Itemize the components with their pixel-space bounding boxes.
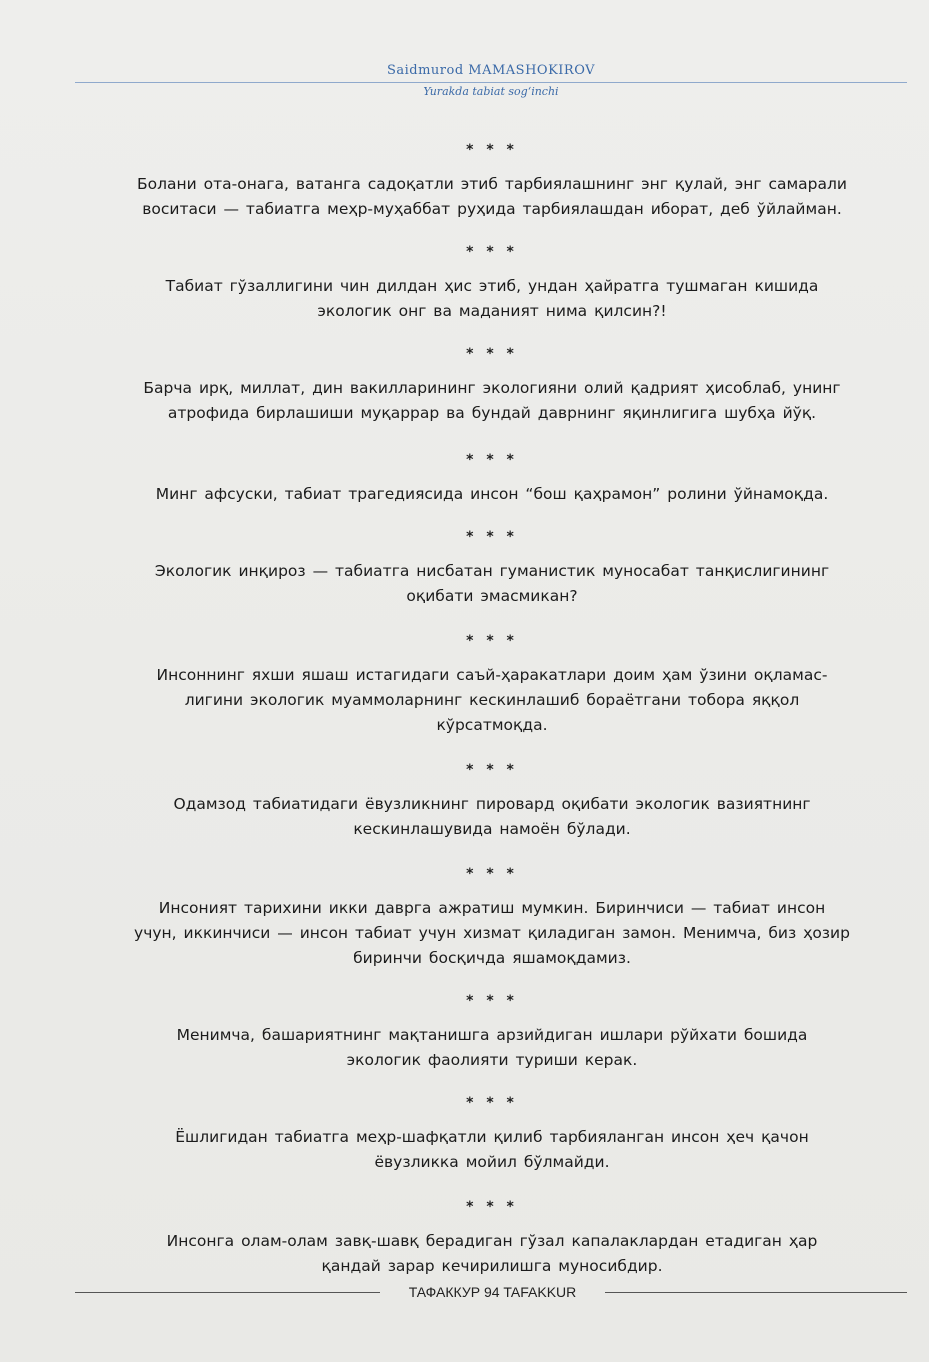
section-separator: * * * bbox=[466, 993, 518, 1009]
aphorism-paragraph bbox=[118, 1125, 866, 1175]
section-separator: * * * bbox=[466, 452, 518, 468]
running-header bbox=[75, 62, 907, 98]
aphorism-paragraph bbox=[118, 1023, 866, 1073]
section-separator: * * * bbox=[466, 866, 518, 882]
aphorism-line: Табиат гўзаллигини чин дилдан ҳис этиб, ундан ҳайратга тушмаган кишида bbox=[165, 277, 819, 295]
aphorism-line: Инсоннинг яхши яшаш истагидаги саъй-ҳаракатлари доим ҳам ўзини оқламас- bbox=[156, 666, 828, 684]
aphorism-line: кескинлашувида намоён бўлади. bbox=[353, 820, 631, 838]
aphorism-paragraph bbox=[118, 896, 866, 971]
header-book-title: Yurakda tabiat sog‘inchi bbox=[423, 85, 559, 98]
aphorism-line: Инсонга олам-олам завқ-шавқ берадиган гўзал капалаклардан етадиган ҳар bbox=[166, 1232, 818, 1250]
aphorism-line: Менимча, башариятнинг мақтанишга арзийдиган ишлари рўйхати бошида bbox=[176, 1026, 808, 1044]
aphorism-line: Барча ирқ, миллат, дин вакилларининг экологияни олий қадрият ҳисоблаб, унинг bbox=[143, 379, 841, 397]
section-separator: * * * bbox=[466, 1095, 518, 1111]
section-separator: * * * bbox=[466, 529, 518, 545]
aphorism-list bbox=[118, 140, 866, 1279]
aphorism-line: атрофида бирлашиши муқаррар ва бундай даврнинг яқинлигига шубҳа йўқ. bbox=[167, 404, 817, 422]
aphorism-line: оқибати эмасмикан? bbox=[406, 587, 578, 605]
aphorism-paragraph bbox=[118, 482, 866, 507]
aphorism-line: учун, иккинчиси — инсон табиат учун хизмат қиладиган замон. Менимча, биз ҳозир bbox=[134, 924, 850, 942]
section-separator: * * * bbox=[466, 1199, 518, 1215]
section-separator: * * * bbox=[466, 633, 518, 649]
aphorism-line: ёвузликка мойил бўлмайди. bbox=[374, 1153, 610, 1171]
aphorism-line: Одамзод табиатидаги ёвузликнинг пировард оқибати экологик вазиятнинг bbox=[173, 795, 811, 813]
aphorism-line: Минг афсуски, табиат трагедиясида инсон “бош қаҳрамон” ролини ўйнамоқда. bbox=[155, 485, 829, 503]
section-separator: * * * bbox=[466, 762, 518, 778]
aphorism-line: лигини экологик муаммоларнинг кескинлашиб бораётгани тобора яққол bbox=[184, 691, 800, 709]
aphorism-line: экологик фаолияти туриши керак. bbox=[346, 1051, 638, 1069]
aphorism-paragraph bbox=[118, 663, 866, 738]
header-divider bbox=[75, 82, 907, 83]
aphorism-paragraph bbox=[118, 1229, 866, 1279]
section-separator: * * * bbox=[466, 244, 518, 260]
aphorism-paragraph bbox=[118, 274, 866, 324]
footer-rule-left bbox=[75, 1292, 380, 1293]
aphorism-line: кўрсатмоқда. bbox=[436, 716, 548, 734]
aphorism-line: Ёшлигидан табиатга меҳр-шафқатли қилиб тарбияланган инсон ҳеч қачон bbox=[175, 1128, 809, 1146]
aphorism-paragraph bbox=[118, 172, 866, 222]
aphorism-paragraph bbox=[118, 376, 866, 426]
aphorism-line: Инсоният тарихини икки даврга ажратиш мумкин. Биринчиси — табиат инсон bbox=[158, 899, 826, 917]
aphorism-line: Болани ота-онага, ватанга садоқатли этиб тарбиялашнинг энг қулай, энг самарали bbox=[137, 175, 847, 193]
aphorism-line: воситаси — табиатга меҳр-муҳаббат руҳида тарбиялашдан иборат, деб ўйлайман. bbox=[142, 200, 842, 218]
footer-page-label: ТАФАККУР 94 TAFAKKUR bbox=[408, 1284, 577, 1300]
aphorism-line: Экологик инқироз — табиатга нисбатан гуманистик муносабат танқислигининг bbox=[154, 562, 830, 580]
footer-rule-right bbox=[605, 1292, 907, 1293]
header-author: Saidmurod MAMASHOKIROV bbox=[386, 63, 596, 78]
aphorism-line: қандай зарар кечирилишга муносибдир. bbox=[321, 1257, 663, 1275]
aphorism-line: биринчи босқичда яшамоқдамиз. bbox=[353, 949, 631, 967]
aphorism-paragraph bbox=[118, 559, 866, 609]
aphorism-line: экологик онг ва маданият нима қилсин?! bbox=[317, 302, 667, 320]
aphorism-paragraph bbox=[118, 792, 866, 842]
section-separator: * * * bbox=[466, 346, 518, 362]
page-footer bbox=[75, 1280, 907, 1304]
section-separator: * * * bbox=[466, 142, 518, 158]
